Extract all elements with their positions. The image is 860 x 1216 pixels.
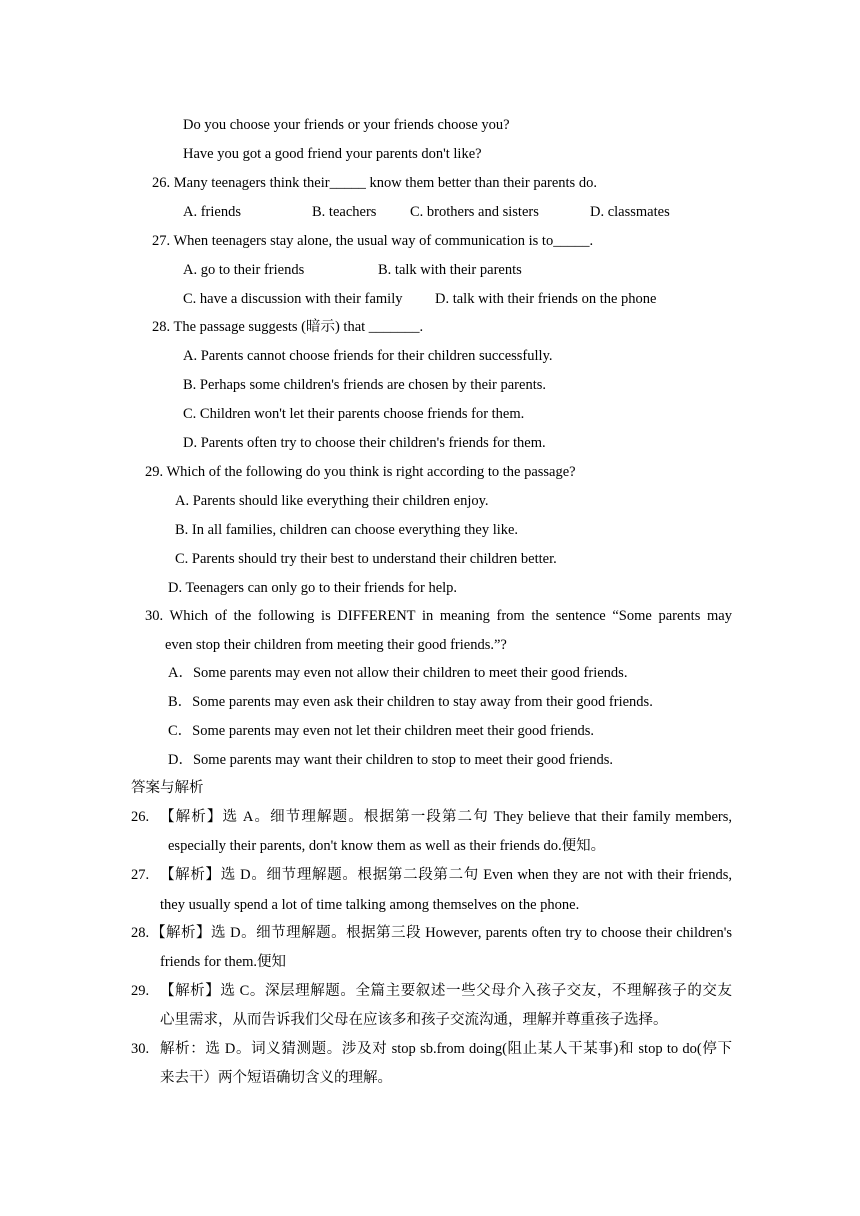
question-30-option-a: A．Some parents may even not allow their children to meet their good friends. xyxy=(168,665,628,681)
answer-30-number: 30. xyxy=(131,1041,150,1057)
answer-27-line-2: they usually spend a lot of time talking among themselves on the phone. xyxy=(160,897,580,913)
question-26-stem: 26. Many teenagers think their_____ know them better than their parents do. xyxy=(152,175,597,191)
question-28-stem: 28. The passage suggests (暗示) that _______. xyxy=(152,319,424,335)
question-30-option-d: D．Some parents may want their children to stop to meet their good friends. xyxy=(168,752,613,768)
answer-27-number: 27. xyxy=(131,867,150,883)
question-28-option-d: D. Parents often try to choose their children's friends for them. xyxy=(183,435,546,451)
question-30-option-c: C．Some parents may even not let their children meet their good friends. xyxy=(168,723,595,739)
question-28-option-a: A. Parents cannot choose friends for their children successfully. xyxy=(183,348,553,364)
answer-29-line-1: 【解析】选 C。深层理解题。全篇主要叙述一些父母介入孩子交友，不理解孩子的交友 xyxy=(160,983,732,999)
question-27-option-d: D. talk with their friends on the phone xyxy=(435,291,657,307)
question-26-option-b: B. teachers xyxy=(312,204,377,220)
question-28-option-b: B. Perhaps some children's friends are chosen by their parents. xyxy=(183,377,546,393)
answer-29-line-2: 心里需求，从而告诉我们父母在应该多和孩子交流沟通，理解并尊重孩子选择。 xyxy=(160,1012,668,1028)
answer-27-line-1: 【解析】选 D。细节理解题。根据第二段第二句 Even when they are not with their friends, xyxy=(160,867,732,883)
answer-28-line-1: 【解析】选 D。细节理解题。根据第三段 However, parents often try to choose their children's xyxy=(151,925,732,941)
question-29-option-b: B. In all families, children can choose everything they like. xyxy=(175,522,519,538)
question-26-option-d: D. classmates xyxy=(590,204,670,220)
answer-28-line-2: friends for them.便知 xyxy=(160,954,287,970)
answers-heading: 答案与解析 xyxy=(131,780,204,796)
question-29-option-c: C. Parents should try their best to understand their children better. xyxy=(175,551,557,567)
answer-30-line-1: 解析：选 D。词义猜测题。涉及对 stop sb.from doing(阻止某人干某事)和 stop to do(停下 xyxy=(160,1041,732,1057)
answer-29-number: 29. xyxy=(131,983,150,999)
answer-26-line-2: especially their parents, don't know them as well as their friends do.便知。 xyxy=(168,838,606,854)
intro-line-2: Have you got a good friend your parents don't like? xyxy=(183,146,482,162)
question-26-option-c: C. brothers and sisters xyxy=(410,204,539,220)
question-30-stem-line-1: 30. Which of the following is DIFFERENT in meaning from the sentence “Some parents may xyxy=(145,608,732,624)
answer-26-number: 26. xyxy=(131,809,150,825)
question-28-option-c: C. Children won't let their parents choose friends for them. xyxy=(183,406,525,422)
question-27-option-c: C. have a discussion with their family xyxy=(183,291,403,307)
question-26-option-a: A. friends xyxy=(183,204,241,220)
question-29-option-a: A. Parents should like everything their children enjoy. xyxy=(175,493,489,509)
question-30-option-b: B．Some parents may even ask their children to stay away from their good friends. xyxy=(168,694,653,710)
question-29-option-d: D. Teenagers can only go to their friends for help. xyxy=(168,580,458,596)
question-27-stem: 27. When teenagers stay alone, the usual way of communication is to_____. xyxy=(152,233,594,249)
intro-line-1: Do you choose your friends or your friends choose you? xyxy=(183,117,510,133)
question-29-stem: 29. Which of the following do you think is right according to the passage? xyxy=(145,464,576,480)
answer-26-line-1: 【解析】选 A。细节理解题。根据第一段第二句 They believe that their family members, xyxy=(160,809,732,825)
question-27-option-b: B. talk with their parents xyxy=(378,262,522,278)
answer-30-line-2: 来去干）两个短语确切含义的理解。 xyxy=(160,1070,392,1086)
question-30-stem-line-2: even stop their children from meeting their good friends.”? xyxy=(165,637,507,653)
answer-28-number: 28. xyxy=(131,925,150,941)
question-27-option-a: A. go to their friends xyxy=(183,262,305,278)
